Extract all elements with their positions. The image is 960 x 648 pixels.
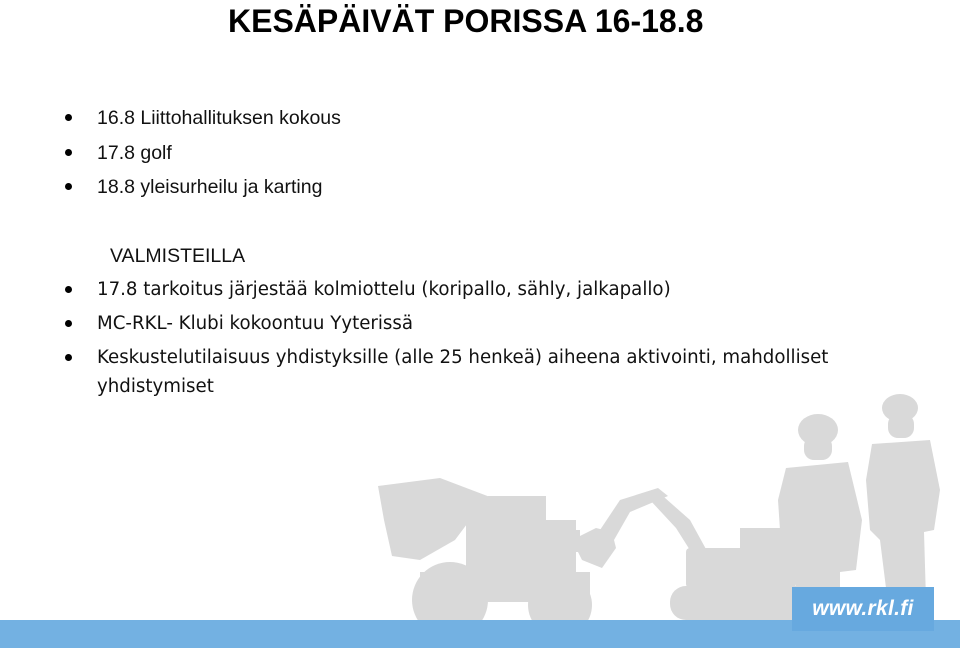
construction-worker-icon — [866, 394, 940, 604]
list-item-text: 17.8 tarkoitus järjestää kolmiottelu (koripallo, sähly, jalkapallo) — [97, 279, 671, 300]
list-item-continuation — [97, 371, 214, 403]
footer-url-link[interactable]: www.rkl.fi — [812, 597, 914, 620]
list-item-text: 18.8 yleisurheilu ja karting — [97, 176, 323, 198]
list-item — [97, 102, 341, 134]
list-item-text: MC-RKL- Klubi kokoontuu Yyterissä — [97, 313, 414, 334]
bullet-icon — [65, 114, 72, 121]
list-item-text: 16.8 Liittohallituksen kokous — [97, 107, 341, 129]
list-item — [97, 137, 172, 169]
bullet-icon — [65, 354, 72, 361]
bullet-icon — [65, 320, 72, 327]
list-item-text: yhdistymiset — [97, 376, 214, 397]
bullet-icon — [65, 149, 72, 156]
bullet-icon — [65, 183, 72, 190]
wheel-loader-icon — [378, 478, 592, 638]
list-item — [97, 308, 413, 340]
page-title: KESÄPÄIVÄT PORISSA 16-18.8 — [228, 3, 704, 39]
list-item-text: Keskustelutilaisuus yhdistyksille (alle 25 henkeä) aiheena aktivointi, mahdolliset — [97, 347, 829, 368]
list-item — [97, 171, 322, 203]
section-subheading: VALMISTEILLA — [110, 245, 246, 267]
list-item — [97, 342, 828, 374]
list-item-text: 17.8 golf — [97, 142, 172, 164]
list-item — [97, 274, 671, 306]
bullet-icon — [65, 286, 72, 293]
